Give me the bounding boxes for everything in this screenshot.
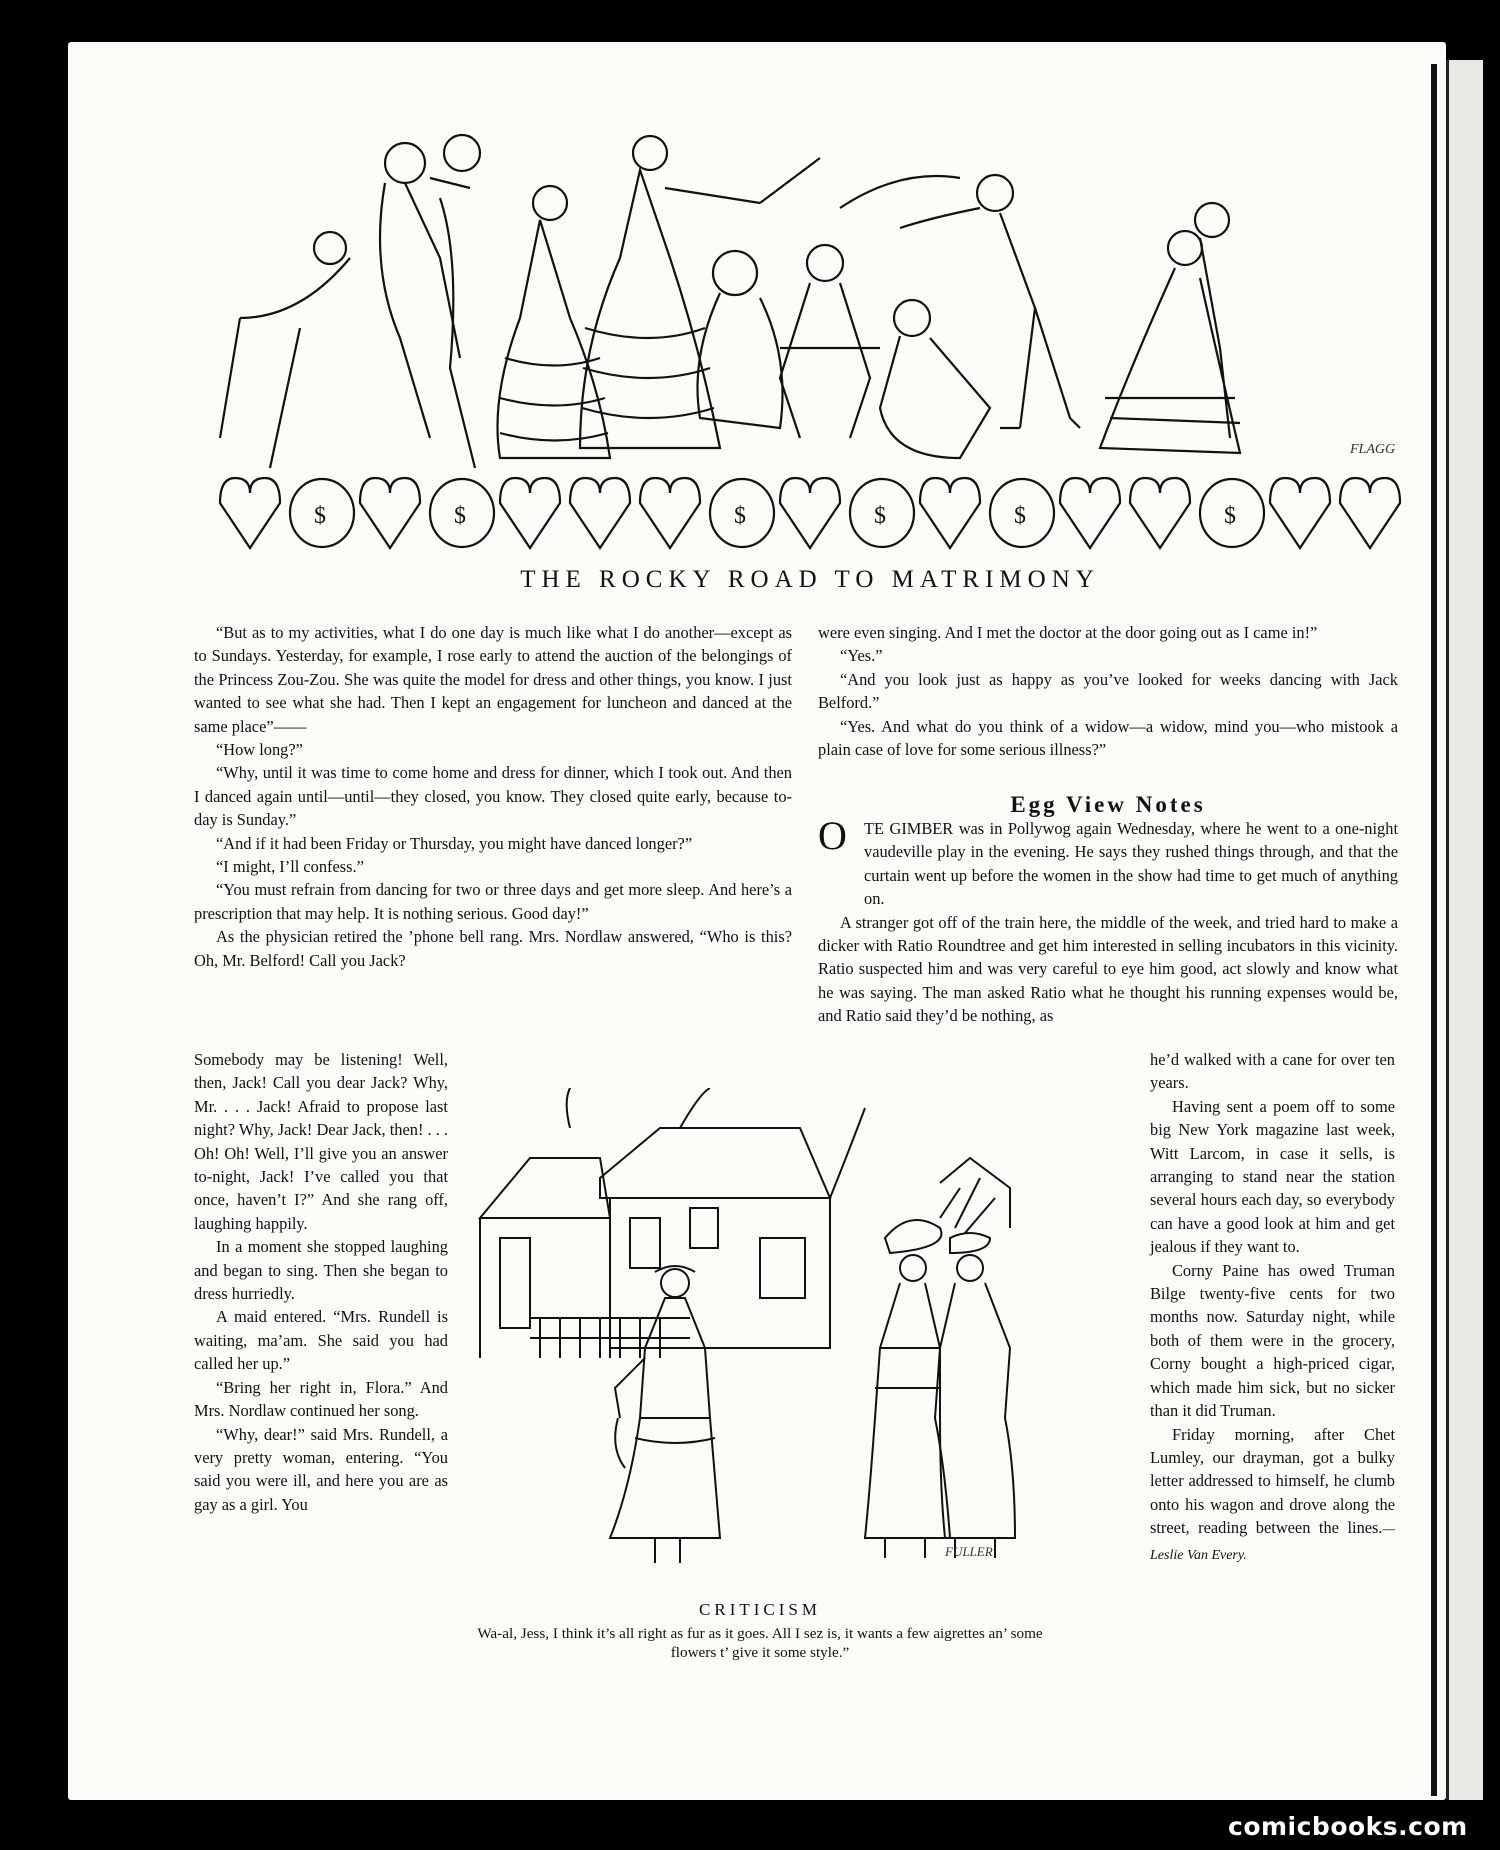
facing-page-edge	[1446, 60, 1483, 1800]
heart-icon	[1060, 478, 1120, 548]
dollar-sign-icon: $	[314, 503, 326, 529]
paragraph: In a moment she stopped laughing and began to sing. Then she began to dress hurriedly.	[194, 1237, 448, 1304]
house-roof	[600, 1128, 830, 1198]
paragraph: “And if it had been Friday or Thursday, you might have danced longer?”	[216, 833, 693, 853]
dollar-sign-icon: $	[734, 503, 746, 529]
paragraph: TE GIMBER was in Pollywog again Wednesday, where he went to a one-night vaudeville play in the evening. He says they rushed things through, and that the curtain went up before the women in the show had time to get much of anything on.	[864, 819, 1398, 909]
heart-icon	[920, 478, 980, 548]
heart-icon	[1340, 478, 1400, 548]
paragraph: A maid entered. “Mrs. Rundell is waiting, ma’am. She said you had called her up.”	[194, 1307, 448, 1374]
paragraph: “And you look just as happy as you’ve looked for weeks dancing with Jack Belford.”	[818, 669, 1398, 713]
story-column-1	[194, 621, 792, 972]
paragraph: A stranger got off of the train here, the middle of the week, and tried hard to make a dicker with Ratio Roundtree and get him interested in selling incubators in this vicinity. Ratio suspected him and was very careful to eye him good, act slowly and know what he was saying. The man asked Ratio what he thought his running expenses would be, and Ratio said they’d be nothing, as	[818, 912, 1398, 1026]
paragraph: “Yes.”	[840, 646, 883, 666]
heart-icon	[780, 478, 840, 548]
story-column-1-continued	[194, 1048, 448, 1516]
dollar-sign-icon: $	[1224, 503, 1236, 529]
dollar-sign-icon: $	[1014, 503, 1026, 529]
watermark-logo: comicbooks.com	[1228, 1812, 1468, 1841]
paragraph: “You must refrain from dancing for two or three days and get more sleep. And here’s a prescription that may help. It is nothing serious. Good day!”	[194, 880, 792, 923]
house-left	[480, 1158, 610, 1218]
criticism-illustration	[470, 1088, 1050, 1588]
egg-view-notes-title: Egg View Notes	[1010, 792, 1206, 817]
heart-icon	[360, 478, 420, 548]
paragraph: As the physician retired the ’phone bell rang. Mrs. Nordlaw answered, “Who is this? Oh, Mr. Belford! Call you Jack?	[194, 927, 792, 970]
story-column-2	[818, 621, 1398, 761]
page-headline: THE ROCKY ROAD TO MATRIMONY	[520, 566, 1100, 593]
feathered-hat	[885, 1220, 941, 1253]
paragraph: Having sent a poem off to some big New York magazine last week, Witt Larcom, in case it sells, is arranging to stand near the station several hours each day, so everybody can have a good look at him and get jealous if they want to.	[1150, 1096, 1395, 1257]
egg-view-notes-continued	[1150, 1048, 1395, 1567]
paragraph: “Why, dear!” said Mrs. Rundell, a very pretty woman, entering. “You said you were ill, and here you are as gay as a girl. You	[194, 1424, 448, 1514]
byline: —Leslie Van Every.	[1150, 1522, 1395, 1563]
heart-icon	[220, 478, 280, 548]
paragraph: “Why, until it was time to come home and dress for dinner, which I took out. And then I danced again until—until—they closed, you know. They closed quite early, because to-day is Sunday.”	[194, 763, 792, 830]
dollar-sign-icon: $	[874, 503, 886, 529]
paragraph: “Bring her right in, Flora.” And Mrs. Nordlaw continued her song.	[194, 1377, 448, 1421]
top-illustration-signature: FLAGG	[1350, 442, 1396, 457]
caption-title: CRITICISM	[699, 1600, 821, 1619]
dancer-figures	[220, 135, 1240, 468]
paragraph-text: Friday morning, after Chet Lumley, our drayman, got a bulky letter addressed to himself, he clumb onto his wagon and drove along the street, reading between the lines.	[1150, 1424, 1395, 1538]
mid-illustration-signature: FULLER	[945, 1544, 993, 1559]
paragraph: Somebody may be listening! Well, then, Jack! Call you dear Jack? Why, Mr. . . . Jack! Afraid to propose last night? Why, Jack! Dear Jack, then! . . . Oh! Oh! Well, I’ll give you an answer to-night, Jack! I’ve called you that once, haven’t I?” And she rang off, laughing happily.	[194, 1050, 448, 1233]
drop-cap: O	[818, 813, 847, 858]
paragraph: “Yes. And what do you think of a widow—a widow, mind you—who mistook a plain case of love for some serious illness?”	[818, 716, 1398, 760]
heart-icon	[1130, 478, 1190, 548]
heart-icon	[500, 478, 560, 548]
caption-text: Wa-al, Jess, I think it’s all right as fur as it goes. All I sez is, it wants a few aigrettes an’ some flowers t’ give it some style.”	[477, 1625, 1043, 1661]
heart-icon	[640, 478, 700, 548]
paragraph: were even singing. And I met the doctor at the door going out as I came in!”	[818, 623, 1318, 642]
page-gutter	[1431, 64, 1437, 1796]
dollar-sign-icon: $	[454, 503, 466, 529]
rocky-road-dancers-illustration	[200, 108, 1420, 553]
paragraph: “How long?”	[216, 740, 303, 760]
paragraph: he’d walked with a cane for over ten years.	[1150, 1050, 1395, 1093]
heart-icon	[570, 478, 630, 548]
egg-view-notes-column	[818, 813, 1398, 1028]
paragraph: Corny Paine has owed Truman Bilge twenty-five cents for two months now. Saturday night, while both of them were in the grocery, Corny bought a high-priced cigar, which made him sick, but no sicker than it did Truman.	[1150, 1260, 1395, 1421]
paragraph: “But as to my activities, what I do one day is much like what I do another—except as to Sundays. Yesterday, for example, I rose early to attend the auction of the belongings of the Princess Zou-Zou. She was quite the model for dress and other things, you know. I just wanted to see what she had. Then I kept an engagement for luncheon and danced at the same place”——	[194, 623, 792, 736]
paragraph	[1150, 1423, 1395, 1567]
paragraph: “I might, I’ll confess.”	[216, 857, 364, 877]
heart-icon	[1270, 478, 1330, 548]
